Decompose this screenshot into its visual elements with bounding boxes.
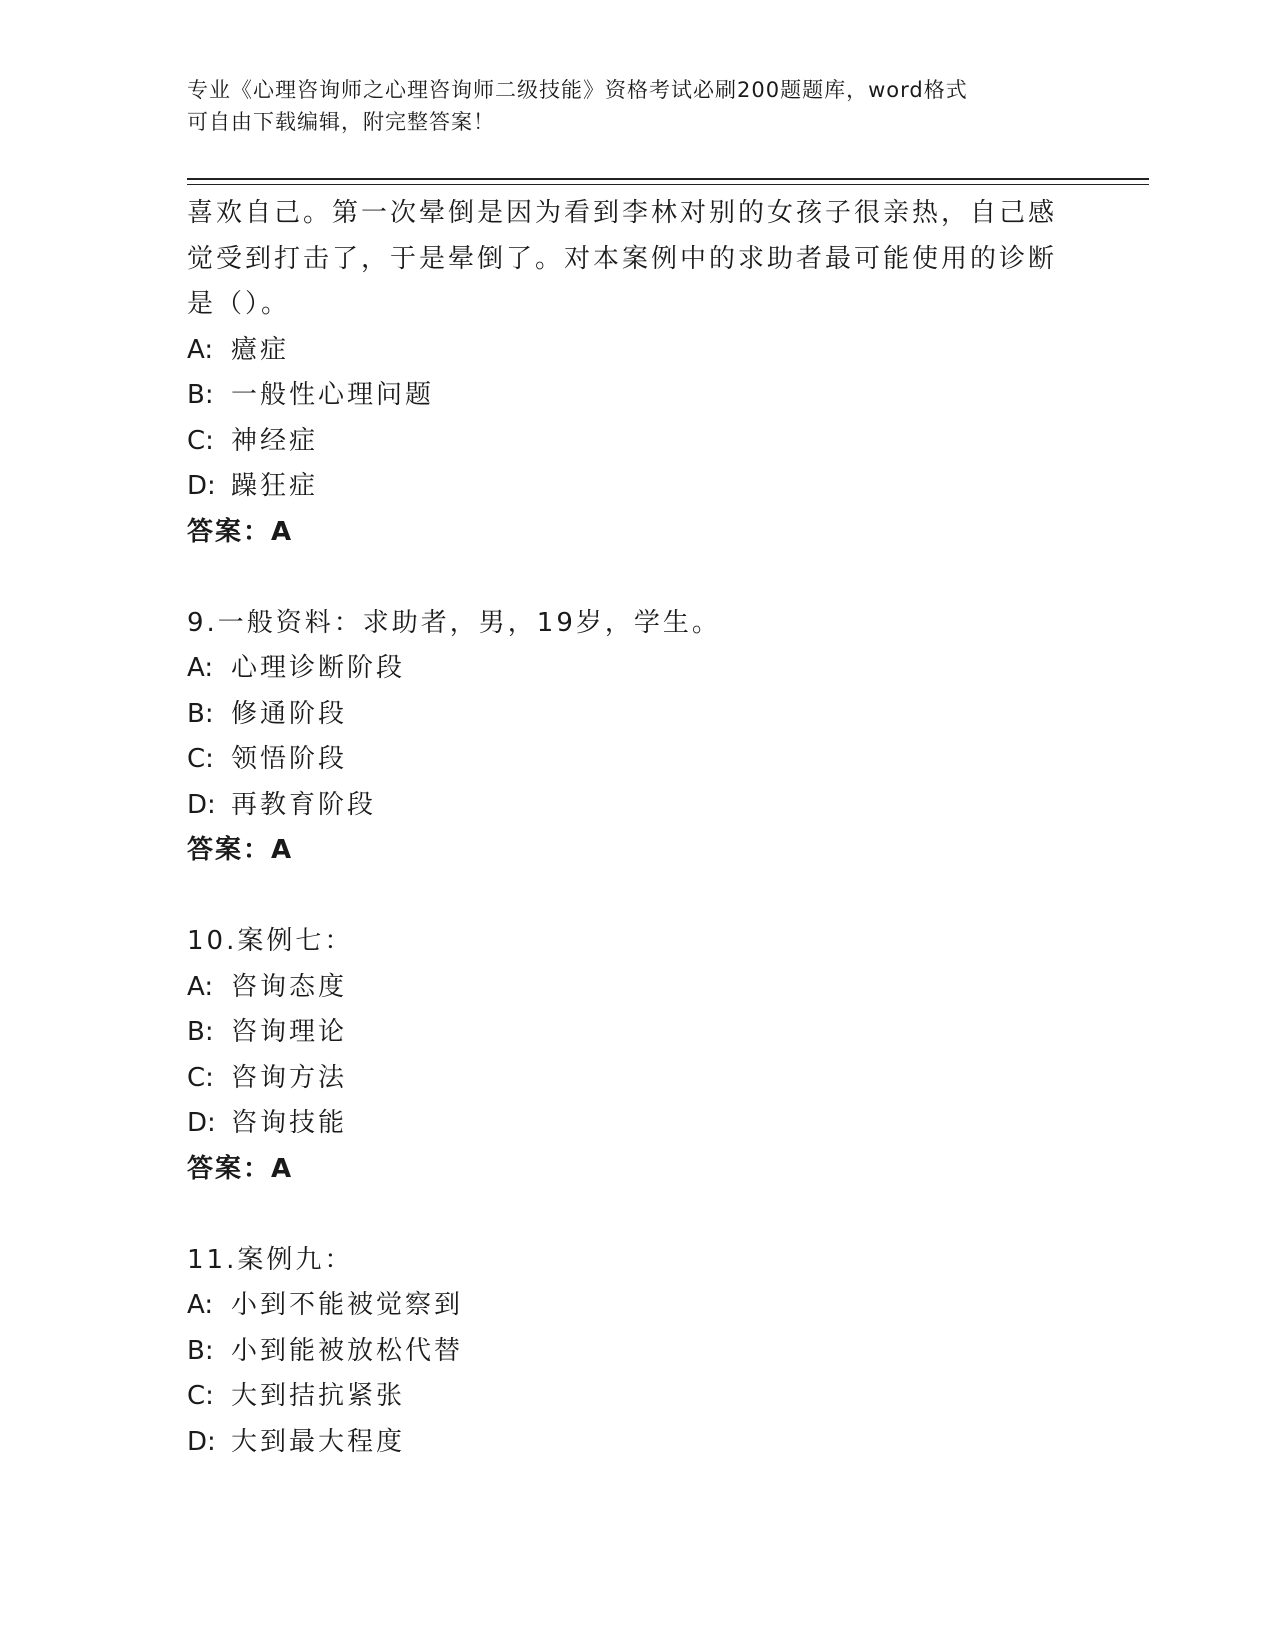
page-header (187, 74, 1087, 138)
header-line-1: 专业《心理咨询师之心理咨询师二级技能》资格考试必刷200题题库，word格式 (187, 78, 968, 102)
option-a (187, 328, 1067, 374)
option-letter: B: (187, 698, 214, 729)
option-letter: A: (187, 334, 214, 365)
option-text: 小到不能被觉察到 (231, 1290, 464, 1320)
question-stem: 11.案例九： (187, 1244, 354, 1275)
spacer (187, 1192, 1067, 1238)
option-text: 咨询态度 (231, 971, 348, 1002)
option-letter: D: (187, 471, 216, 501)
option-text: 神经症 (231, 425, 319, 456)
option-text: 大到最大程度 (231, 1426, 406, 1457)
question-text-line: 是（）。 (187, 289, 291, 319)
option-letter: C: (187, 744, 214, 774)
option-letter: B: (187, 1017, 214, 1047)
option-text: 大到拮抗紧张 (231, 1381, 406, 1411)
option-a (187, 646, 1067, 692)
question-text-line: 觉受到打击了，于是晕倒了。对本案例中的求助者最可能使用的诊断 (187, 243, 1058, 274)
spacer (187, 555, 1067, 601)
option-letter: C: (187, 1381, 214, 1411)
question-content (187, 191, 1067, 1465)
option-letter: A: (187, 653, 214, 683)
answer-line: 答案：A (187, 835, 294, 865)
option-letter: C: (187, 425, 214, 456)
header-divider (187, 178, 1149, 185)
option-letter: A: (187, 971, 214, 1002)
option-text: 咨询理论 (231, 1017, 348, 1047)
option-d (187, 783, 1067, 829)
header-line-2: 可自由下载编辑，附完整答案！ (187, 110, 495, 134)
option-text: 修通阶段 (231, 698, 348, 729)
question-stem: 10.案例七： (187, 926, 354, 956)
option-b (187, 1010, 1067, 1056)
option-letter: A: (187, 1290, 214, 1320)
option-c (187, 1056, 1067, 1102)
option-b (187, 692, 1067, 738)
option-d (187, 1101, 1067, 1147)
option-text: 咨询技能 (231, 1108, 348, 1138)
option-text: 躁狂症 (231, 471, 319, 501)
option-letter: C: (187, 1062, 214, 1093)
option-text: 咨询方法 (231, 1062, 348, 1093)
answer-line: 答案：A (187, 1153, 294, 1184)
option-c (187, 1374, 1067, 1420)
option-c (187, 419, 1067, 465)
option-text: 小到能被放松代替 (231, 1335, 464, 1366)
option-letter: D: (187, 1108, 216, 1138)
option-b (187, 1329, 1067, 1375)
option-text: 心理诊断阶段 (231, 653, 406, 683)
option-d (187, 1420, 1067, 1466)
question-stem: 9.一般资料：求助者，男，19岁，学生。 (187, 607, 721, 638)
option-letter: D: (187, 1426, 216, 1457)
option-c (187, 737, 1067, 783)
option-a (187, 965, 1067, 1011)
option-text: 领悟阶段 (231, 744, 348, 774)
answer-line: 答案：A (187, 516, 294, 547)
option-text: 再教育阶段 (231, 789, 377, 820)
option-letter: B: (187, 1335, 214, 1366)
option-letter: D: (187, 789, 216, 820)
option-d (187, 464, 1067, 510)
option-b (187, 373, 1067, 419)
spacer (187, 874, 1067, 920)
option-text: 一般性心理问题 (231, 380, 435, 410)
question-text-line: 喜欢自己。第一次晕倒是因为看到李林对别的女孩子很亲热，自己感 (187, 198, 1058, 228)
option-letter: B: (187, 380, 214, 410)
option-text: 癔症 (231, 334, 290, 365)
option-a (187, 1283, 1067, 1329)
